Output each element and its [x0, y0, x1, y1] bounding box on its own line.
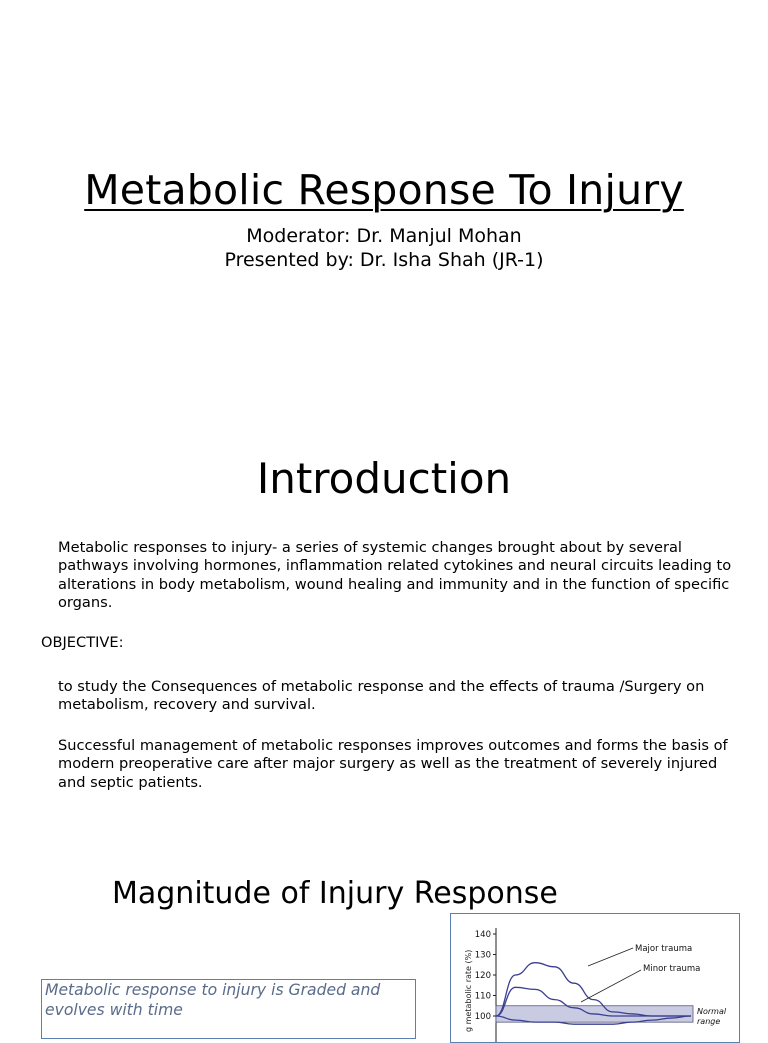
presenter-line: Presented by: Dr. Isha Shah (JR-1) — [224, 249, 544, 271]
graded-response-box — [41, 979, 416, 1039]
objective-paragraph: to study the Consequences of metabolic response and the effects of trauma /Surgery on metabolism, recovery and survival. — [58, 678, 705, 714]
introduction-heading: Introduction — [256, 454, 512, 503]
minor-trauma-pointer — [581, 970, 641, 1002]
objective-label: OBJECTIVE: — [41, 634, 124, 651]
y-tick-label: 140 — [474, 930, 491, 940]
normal-range-label: Normal — [697, 1007, 727, 1016]
y-tick-label: 120 — [474, 971, 491, 981]
y-tick-label: 100 — [474, 1012, 491, 1022]
graded-response-text: Metabolic response to injury is Graded and evolves with time — [45, 981, 381, 1019]
normal-range-label-2: range — [697, 1017, 721, 1026]
y-tick-label: 130 — [474, 950, 491, 961]
definition-paragraph: Metabolic responses to injury- a series of systemic changes brought about by several pathways involving hormones, inflammation related cytokines and neural circuits leading to alterations in body metabolism, wound healing and immunity and in the function of specific organs. — [58, 539, 732, 611]
major-trauma-pointer — [588, 948, 633, 966]
slide-title: Metabolic Response To Injury — [84, 166, 684, 214]
legend-major-trauma: Major trauma — [635, 944, 693, 954]
magnitude-heading: Magnitude of Injury Response — [112, 876, 558, 911]
management-paragraph: Successful management of metabolic responses improves outcomes and forms the basis of modern preoperative care after major surgery as well as the treatment of severely injured and septic patients. — [58, 737, 728, 791]
legend-minor-trauma: Minor trauma — [643, 964, 701, 974]
y-axis-label: g metabolic rate (%) — [464, 949, 473, 1032]
y-tick-label: 110 — [474, 991, 491, 1002]
moderator-line: Moderator: Dr. Manjul Mohan — [246, 225, 522, 247]
